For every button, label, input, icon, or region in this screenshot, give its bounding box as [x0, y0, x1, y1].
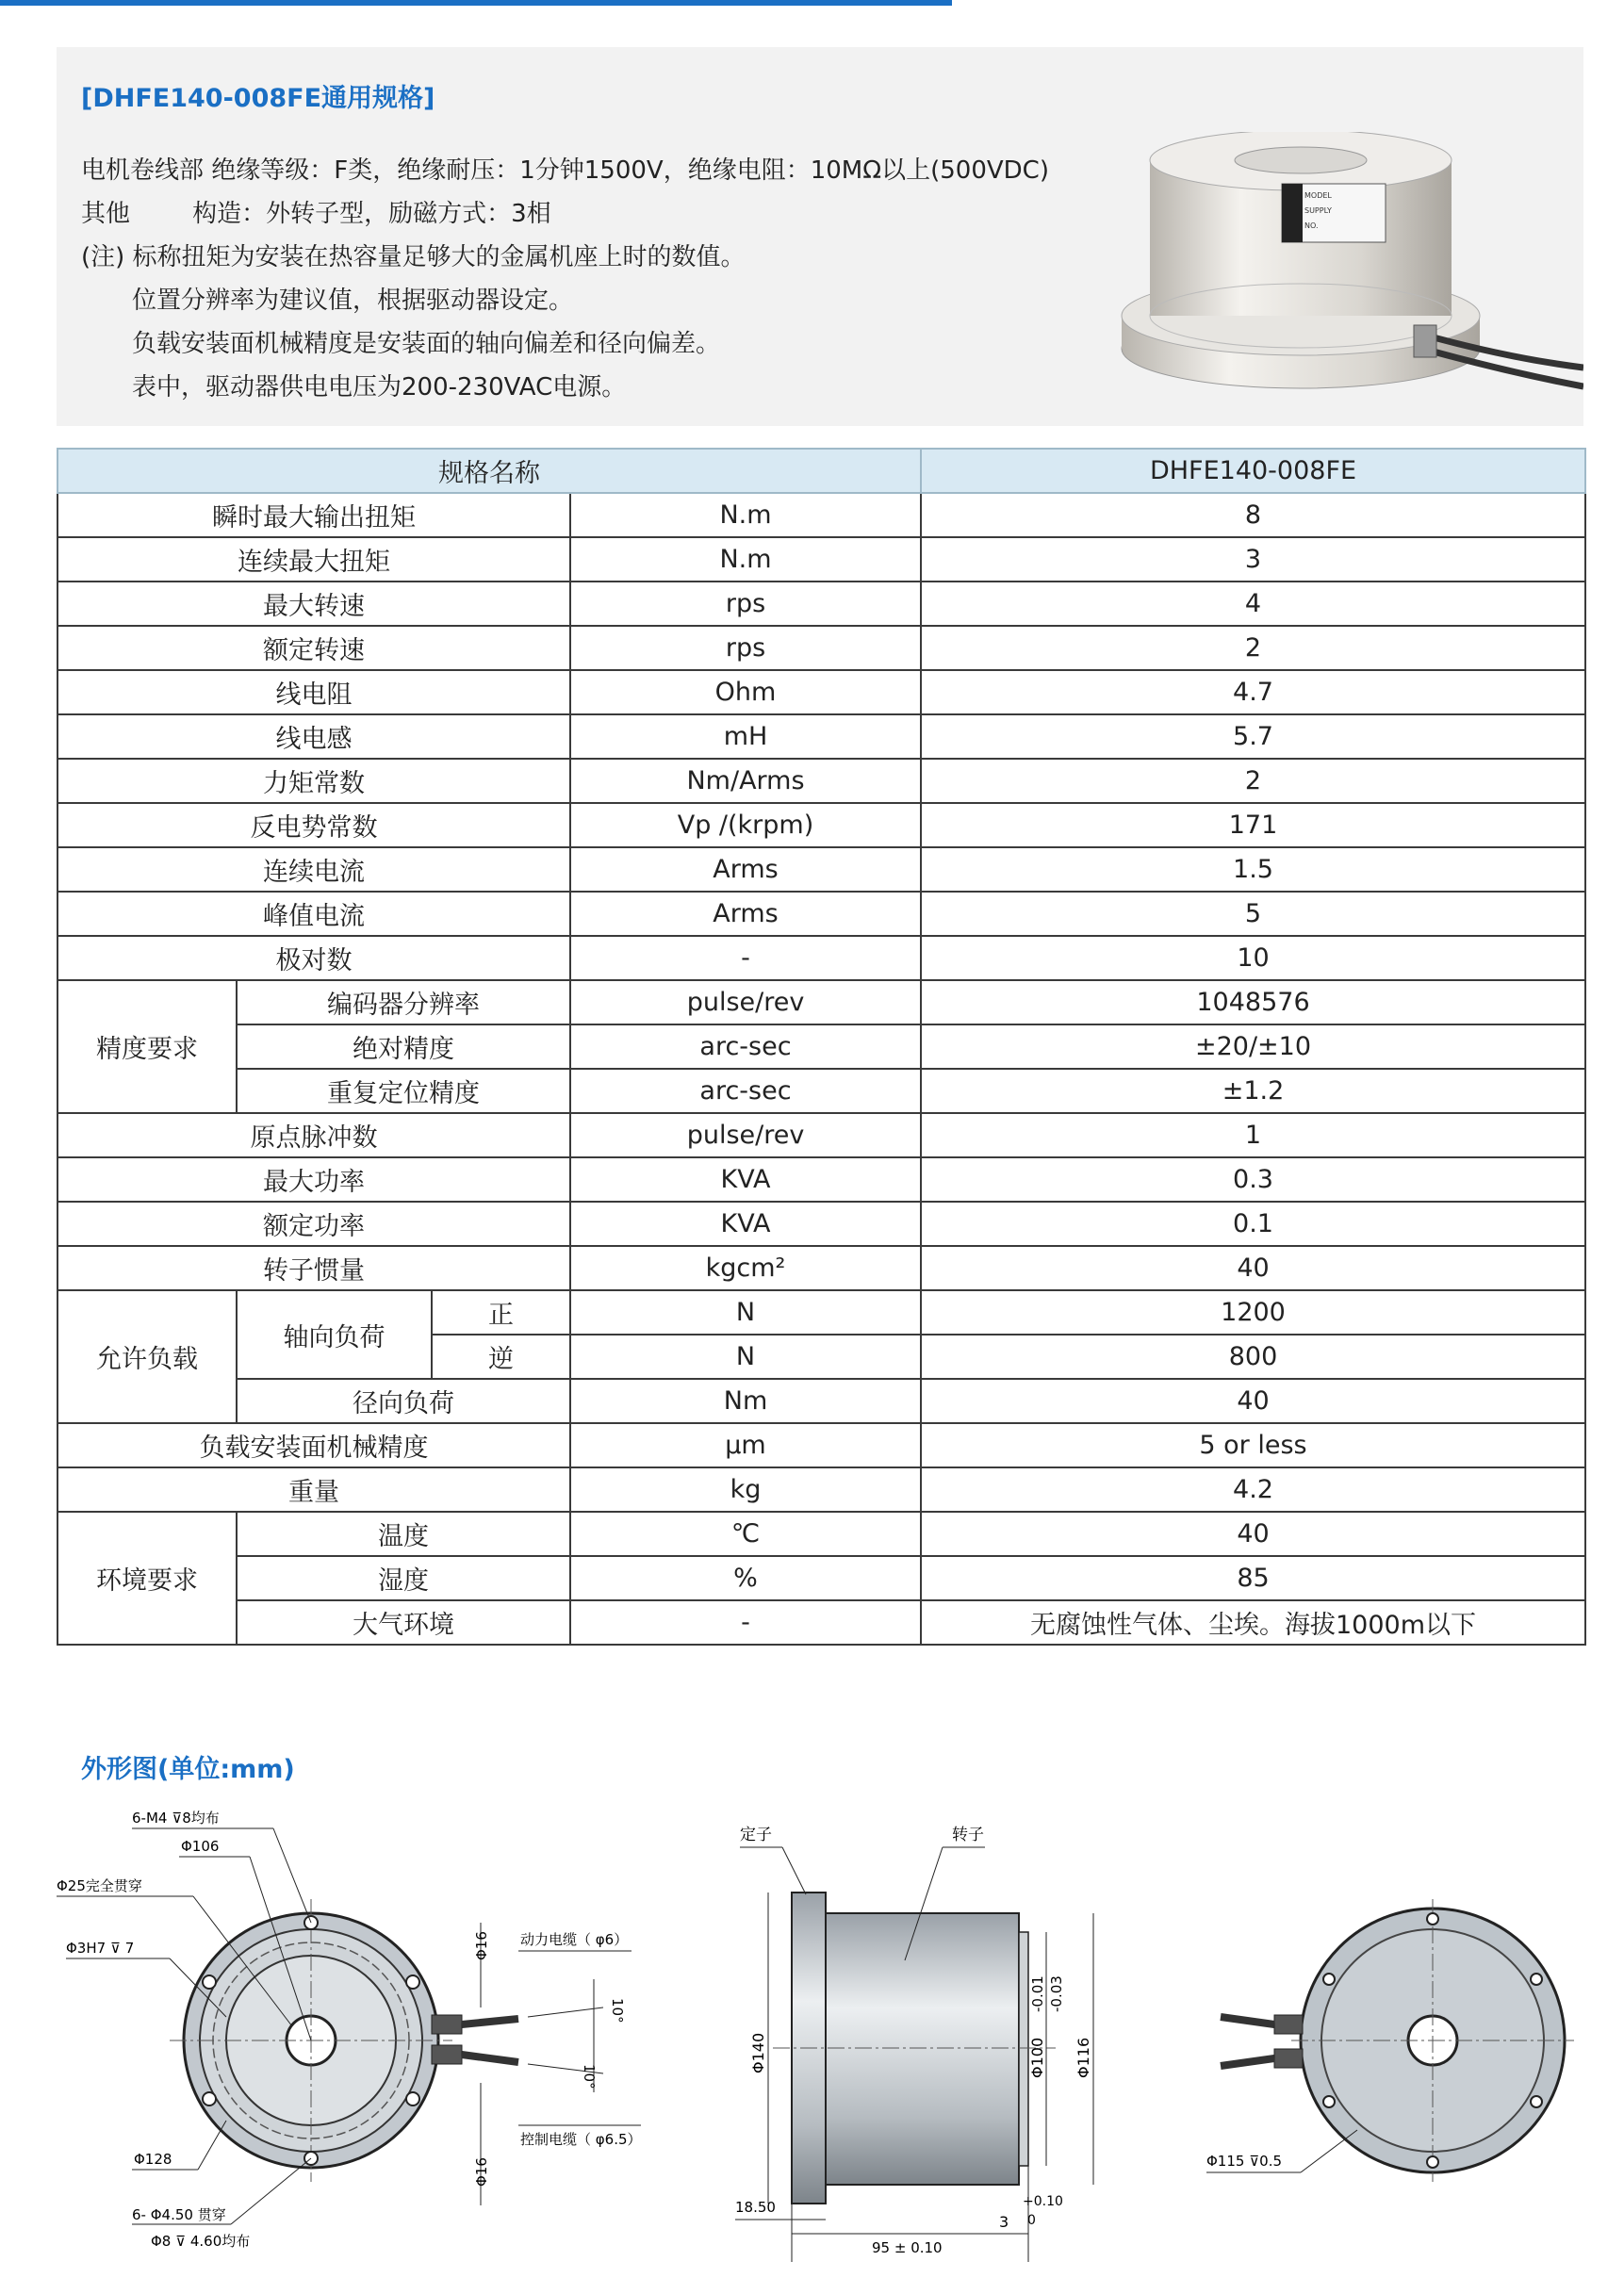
row-name: 重量	[57, 1467, 570, 1512]
table-row	[57, 1556, 1585, 1600]
row-value: 无腐蚀性气体、尘埃。海拔1000m以下	[921, 1600, 1585, 1645]
label-power-cable: 动力电缆（ φ6）	[520, 1931, 629, 1948]
row-unit: ℃	[570, 1512, 921, 1556]
header-spec-name: 规格名称	[57, 449, 921, 493]
row-name: 额定转速	[57, 626, 570, 670]
row-value: 85	[921, 1556, 1585, 1600]
row-name: 最大转速	[57, 582, 570, 626]
spec-line-voltage: 表中，驱动器供电电压为200-230VAC电源。	[132, 373, 627, 401]
table-row	[57, 847, 1585, 892]
table-row	[57, 1290, 1585, 1335]
side-view	[735, 1826, 1093, 2262]
row-value: 171	[921, 803, 1585, 847]
row-name: 负载安装面机械精度	[57, 1423, 570, 1467]
label-d115: Φ115 ⊽0.5	[1206, 2153, 1283, 2170]
row-value: 1048576	[921, 980, 1585, 1024]
row-name: 大气环境	[237, 1600, 570, 1645]
row-unit: rps	[570, 582, 921, 626]
row-unit: Arms	[570, 892, 921, 936]
row-name: 线电阻	[57, 670, 570, 714]
row-unit: Ohm	[570, 670, 921, 714]
row-unit: pulse/rev	[570, 1113, 921, 1157]
label-d140: Φ140	[749, 2032, 767, 2073]
row-unit: μm	[570, 1423, 921, 1467]
row-value: 0.3	[921, 1157, 1585, 1202]
table-row	[57, 759, 1585, 803]
label-d100: Φ100	[1028, 2037, 1046, 2078]
label-cbore: Φ8 ⊽ 4.60均布	[151, 2233, 251, 2250]
table-row	[57, 1467, 1585, 1512]
row-name: 连续最大扭矩	[57, 537, 570, 582]
spec-title: [DHFE140-008FE通用规格]	[81, 84, 435, 113]
table-row	[57, 1379, 1585, 1423]
subgroup-axial: 轴向负荷	[237, 1290, 432, 1379]
row-unit: pulse/rev	[570, 980, 921, 1024]
label-len95: 95 ± 0.10	[872, 2239, 943, 2256]
row-name: 重复定位精度	[237, 1069, 570, 1113]
row-name: 最大功率	[57, 1157, 570, 1202]
label-tol-a: -0.01	[1029, 1975, 1046, 2012]
table-row	[57, 1024, 1585, 1069]
row-name: 逆	[432, 1335, 570, 1379]
row-unit: N.m	[570, 537, 921, 582]
row-unit: N	[570, 1290, 921, 1335]
table-row	[57, 1113, 1585, 1157]
row-name: 瞬时最大输出扭矩	[57, 493, 570, 537]
group-accuracy: 精度要求	[57, 980, 237, 1113]
label-ctrl-cable: 控制电缆（ φ6.5）	[520, 2131, 642, 2148]
row-name: 温度	[237, 1512, 570, 1556]
row-unit: rps	[570, 626, 921, 670]
table-row	[57, 1157, 1585, 1202]
table-row	[57, 626, 1585, 670]
row-unit: kgcm²	[570, 1246, 921, 1290]
row-name: 原点脉冲数	[57, 1113, 570, 1157]
back-view	[1206, 1899, 1574, 2182]
group-load: 允许负载	[57, 1290, 237, 1423]
row-name: 力矩常数	[57, 759, 570, 803]
row-unit: -	[570, 936, 921, 980]
label-rotor: 转子	[952, 1826, 984, 1844]
row-value: 4.2	[921, 1467, 1585, 1512]
row-value: 3	[921, 537, 1585, 582]
row-unit: arc-sec	[570, 1069, 921, 1113]
row-name: 编码器分辨率	[237, 980, 570, 1024]
row-unit: Vp /(krpm)	[570, 803, 921, 847]
row-name: 反电势常数	[57, 803, 570, 847]
label-tol-b: -0.03	[1048, 1975, 1065, 2012]
row-value: 2	[921, 626, 1585, 670]
label-angle-2: 10°	[581, 2064, 598, 2089]
table-row	[57, 1512, 1585, 1556]
row-unit: mH	[570, 714, 921, 759]
table-row	[57, 892, 1585, 936]
row-unit: KVA	[570, 1157, 921, 1202]
label-holes450: 6- Φ4.50 贯穿	[132, 2206, 226, 2223]
label-d128: Φ128	[134, 2151, 172, 2168]
row-name: 转子惯量	[57, 1246, 570, 1290]
row-value: 40	[921, 1512, 1585, 1556]
table-row	[57, 1600, 1585, 1645]
row-value: 1200	[921, 1290, 1585, 1335]
table-row	[57, 714, 1585, 759]
row-unit: %	[570, 1556, 921, 1600]
row-unit: N	[570, 1335, 921, 1379]
header-model: DHFE140-008FE	[921, 449, 1585, 493]
row-name: 湿度	[237, 1556, 570, 1600]
row-value: 1	[921, 1113, 1585, 1157]
row-unit: Nm/Arms	[570, 759, 921, 803]
spec-line-resolution: 位置分辨率为建议值，根据驱动器设定。	[132, 287, 574, 315]
table-row	[57, 1423, 1585, 1467]
row-unit: kg	[570, 1467, 921, 1512]
row-unit: arc-sec	[570, 1024, 921, 1069]
row-value: 5 or less	[921, 1423, 1585, 1467]
table-row	[57, 936, 1585, 980]
nameplate-model: MODEL	[1304, 191, 1332, 200]
label-tol-d: 0	[1027, 2213, 1036, 2228]
row-name: 正	[432, 1290, 570, 1335]
spec-table	[57, 448, 1586, 1646]
row-value: 0.1	[921, 1202, 1585, 1246]
product-photo	[1112, 132, 1583, 415]
row-unit: -	[570, 1600, 921, 1645]
table-row	[57, 1202, 1585, 1246]
label-d16a: Φ16	[473, 1931, 490, 1960]
label-d116: Φ116	[1074, 2037, 1092, 2078]
row-name: 连续电流	[57, 847, 570, 892]
table-row	[57, 670, 1585, 714]
row-name: 线电感	[57, 714, 570, 759]
row-name: 额定功率	[57, 1202, 570, 1246]
label-tol-c: +0.10	[1023, 2194, 1063, 2209]
row-name: 绝对精度	[237, 1024, 570, 1069]
label-through25: Φ25完全贯穿	[57, 1877, 142, 1894]
spec-line-accuracy: 负载安装面机械精度是安装面的轴向偏差和径向偏差。	[132, 330, 721, 358]
table-row	[57, 493, 1585, 537]
table-header-row	[57, 449, 1585, 493]
row-value: 5.7	[921, 714, 1585, 759]
top-accent-bar	[0, 0, 952, 6]
nameplate-no: NO.	[1304, 221, 1319, 230]
row-unit: Arms	[570, 847, 921, 892]
label-tap: 6-M4 ⊽8均布	[132, 1810, 220, 1827]
label-pcd106: Φ106	[181, 1838, 220, 1855]
table-row	[57, 537, 1585, 582]
row-unit: Nm	[570, 1379, 921, 1423]
spec-line-winding: 电机卷线部 绝缘等级：F类，绝缘耐压：1分钟1500V，绝缘电阻：10MΩ以上(500VDC)	[81, 156, 1049, 185]
outline-title: 外形图(单位:mm)	[81, 1755, 295, 1784]
label-hole3: Φ3H7 ⊽ 7	[66, 1940, 135, 1957]
nameplate-supply: SUPPLY	[1304, 206, 1332, 215]
table-row	[57, 1069, 1585, 1113]
table-row	[57, 1246, 1585, 1290]
row-value: 10	[921, 936, 1585, 980]
row-value: 1.5	[921, 847, 1585, 892]
row-value: 40	[921, 1246, 1585, 1290]
group-environment: 环境要求	[57, 1512, 237, 1645]
label-d16b: Φ16	[473, 2157, 490, 2187]
table-row	[57, 582, 1585, 626]
row-value: 8	[921, 493, 1585, 537]
outline-drawings	[38, 1791, 1593, 2281]
row-value: 4	[921, 582, 1585, 626]
row-value: ±20/±10	[921, 1024, 1585, 1069]
table-row	[57, 980, 1585, 1024]
table-row	[57, 803, 1585, 847]
label-len1850: 18.50	[735, 2199, 776, 2216]
row-value: ±1.2	[921, 1069, 1585, 1113]
row-unit: N.m	[570, 493, 921, 537]
label-angle-1: 10°	[609, 1998, 626, 2024]
label-stator: 定子	[740, 1826, 772, 1844]
label-len3: 3	[999, 2213, 1009, 2231]
spec-line-note: (注) 标称扭矩为安装在热容量足够大的金属机座上时的数值。	[81, 243, 746, 271]
row-value: 800	[921, 1335, 1585, 1379]
row-value: 5	[921, 892, 1585, 936]
spec-line-other: 其他 构造：外转子型，励磁方式：3相	[81, 200, 551, 228]
row-name: 峰值电流	[57, 892, 570, 936]
row-name: 径向负荷	[237, 1379, 570, 1423]
row-value: 40	[921, 1379, 1585, 1423]
row-unit: KVA	[570, 1202, 921, 1246]
row-value: 4.7	[921, 670, 1585, 714]
row-name: 极对数	[57, 936, 570, 980]
row-value: 2	[921, 759, 1585, 803]
front-view	[57, 1810, 642, 2250]
